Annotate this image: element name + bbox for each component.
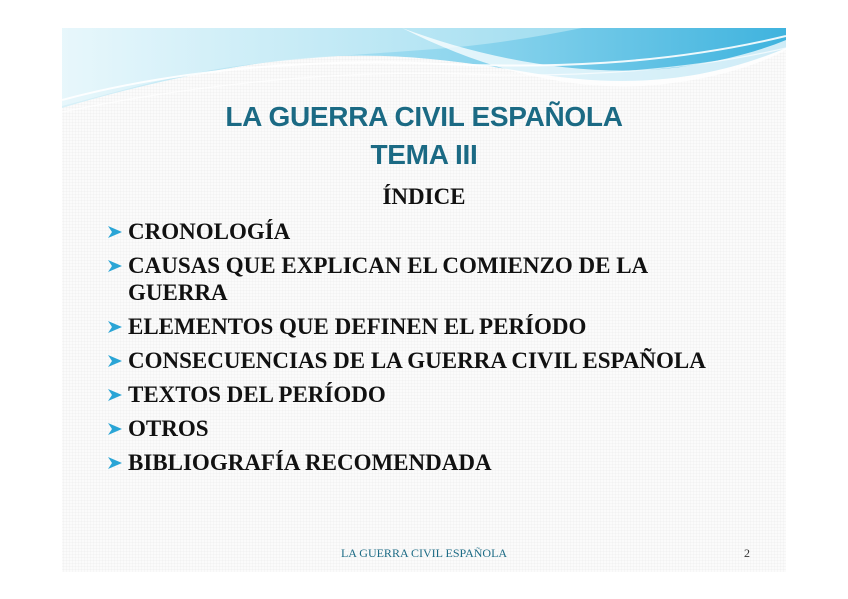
- arrow-bullet-icon: [106, 225, 124, 239]
- list-item: [106, 381, 746, 408]
- list-item: [106, 218, 746, 245]
- list-item-text: CRONOLOGÍA: [128, 219, 291, 244]
- slide: [62, 28, 786, 572]
- list-item: [106, 347, 746, 374]
- arrow-bullet-icon: [106, 422, 124, 436]
- slide-subtitle: TEMA III: [370, 139, 478, 170]
- arrow-bullet-icon: [106, 456, 124, 470]
- index-heading-text: ÍNDICE: [382, 184, 466, 209]
- arrow-bullet-icon: [106, 320, 124, 334]
- arrow-bullet-icon: [106, 354, 124, 368]
- arrow-bullet-icon: [106, 388, 124, 402]
- list-item: [106, 313, 746, 340]
- footer-text: LA GUERRA CIVIL ESPAÑOLA: [340, 546, 508, 560]
- list-item-text: ELEMENTOS QUE DEFINEN EL PERÍODO: [128, 314, 587, 339]
- list-item: [106, 252, 746, 306]
- list-item-text: CAUSAS QUE EXPLICAN EL COMIENZO DE LA GUERRA: [128, 253, 647, 305]
- index-list: [106, 218, 746, 483]
- arrow-bullet-icon: [106, 259, 124, 273]
- list-item: [106, 449, 746, 476]
- list-item-text: BIBLIOGRAFÍA RECOMENDADA: [128, 450, 492, 475]
- list-item-text: TEXTOS DEL PERÍODO: [128, 382, 386, 407]
- list-item-text: CONSECUENCIAS DE LA GUERRA CIVIL ESPAÑOLA: [128, 348, 706, 373]
- list-item-text: OTROS: [128, 416, 209, 441]
- list-item: [106, 415, 746, 442]
- slide-title: LA GUERRA CIVIL ESPAÑOLA: [225, 101, 623, 132]
- index-heading: [62, 184, 786, 210]
- page-number: 2: [744, 546, 750, 560]
